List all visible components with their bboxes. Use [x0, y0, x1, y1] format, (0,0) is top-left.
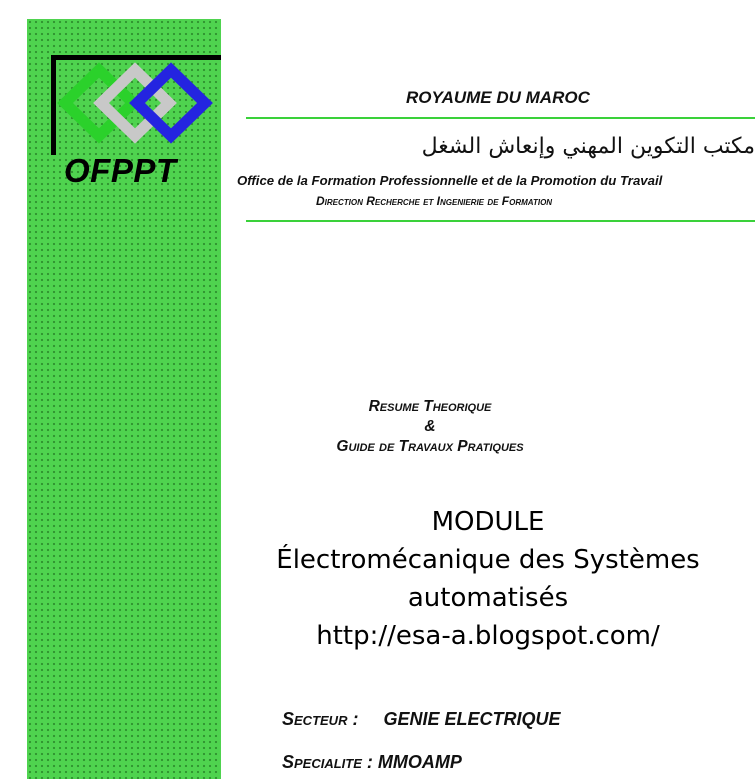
module-heading: MODULE: [431, 507, 545, 537]
sector-value: GENIE ELECTRIQUE: [383, 709, 561, 729]
arabic-office-name: مكتب التكوين المهني وإنعاش الشغل: [421, 134, 755, 159]
speciality-label: Specialite :: [282, 752, 373, 772]
module-url-link[interactable]: http://esa-a.blogspot.com/: [316, 621, 660, 651]
sector-label: Secteur :: [282, 709, 359, 729]
sector-row: [282, 709, 561, 730]
speciality-value: MMOAMP: [377, 752, 462, 772]
document-title: [230, 397, 630, 457]
logo-acronym: OFPPT: [64, 152, 177, 189]
ofppt-logo-icon: [55, 62, 223, 144]
header-rule-top: [246, 117, 755, 119]
direction-name: Direction Recherche et Ingenierie de Formation: [316, 194, 553, 208]
module-name-line-1: Électromécanique des Systèmes: [276, 545, 700, 575]
header-rule-bottom: [246, 220, 755, 222]
kingdom-title: ROYAUME DU MAROC: [406, 88, 590, 107]
title-ampersand: &: [424, 418, 436, 435]
module-name-line-2: automatisés: [407, 583, 569, 613]
speciality-row: [282, 752, 462, 773]
title-line-2: Guide de Travaux Pratiques: [336, 438, 524, 455]
title-line-1: Resume Theorique: [368, 398, 492, 415]
office-name: Office de la Formation Professionnelle et de la Promotion du Travail: [237, 173, 663, 188]
module-block: [221, 503, 755, 655]
